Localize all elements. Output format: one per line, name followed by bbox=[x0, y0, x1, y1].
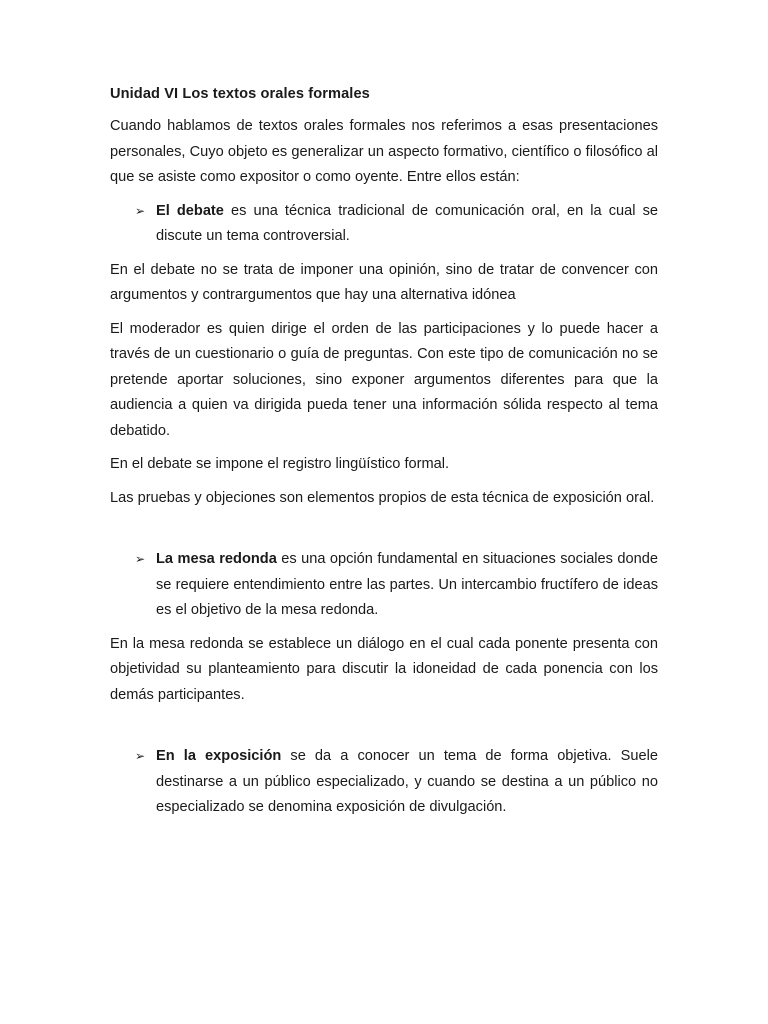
arrow-bullet-icon: ➢ bbox=[135, 552, 146, 566]
debate-paragraph-1: En el debate no se trata de imponer una opinión, sino de tratar de convencer con argumentos y contrargumentos que hay una alternativa idónea bbox=[110, 261, 658, 303]
term-debate: El debate bbox=[156, 202, 224, 219]
document-page bbox=[110, 84, 658, 829]
mesa-paragraph: En la mesa redonda se establece un diálogo en el cual cada ponente presenta con objetividad su planteamiento para discutir la idoneidad de cada ponencia con los demás participantes. bbox=[110, 635, 658, 703]
document-title: Unidad VI Los textos orales formales bbox=[110, 86, 370, 102]
debate-paragraph-2: El moderador es quien dirige el orden de las participaciones y lo puede hacer a través de un cuestionario o guía de preguntas. Con este tipo de comunicación no se pretende aportar soluciones, sino exponer argumentos diferentes para que la audiencia a quien va dirigida pueda tener una información sólida respecto al tema debatido. bbox=[110, 320, 658, 439]
term-exposicion: En la exposición bbox=[156, 748, 282, 764]
bullet-debate bbox=[110, 199, 658, 250]
definition-exposicion: se da a conocer un tema de forma objetiva. Suele destinarse a un público especializado, y cuando se destina a un público no especializado se denomina exposición de divulgación. bbox=[156, 748, 658, 815]
definition-mesa-redonda: es una opción fundamental en situaciones sociales donde se requiere entendimiento entre las partes. Un intercambio fructífero de ideas es el objetivo de la mesa redonda. bbox=[156, 551, 658, 618]
spacer bbox=[110, 716, 658, 744]
debate-paragraph-4: Las pruebas y objeciones son elementos propios de esta técnica de exposición oral. bbox=[110, 489, 655, 506]
spacer bbox=[110, 519, 658, 547]
bullet-mesa-redonda bbox=[110, 547, 658, 624]
arrow-bullet-icon: ➢ bbox=[135, 203, 146, 218]
term-mesa-redonda: La mesa redonda bbox=[156, 551, 277, 567]
intro-paragraph: Cuando hablamos de textos orales formales nos referimos a esas presentaciones personales, Cuyo objeto es generalizar un aspecto formativo, científico o filosófico al que se asiste como expositor o como oyente. Entre ellos están: bbox=[110, 118, 658, 185]
definition-debate: es una técnica tradicional de comunicación oral, en la cual se discute un tema controversial. bbox=[156, 202, 658, 244]
debate-paragraph-3: En el debate se impone el registro lingüístico formal. bbox=[110, 456, 450, 472]
arrow-bullet-icon: ➢ bbox=[135, 749, 146, 763]
bullet-exposicion bbox=[110, 744, 658, 821]
